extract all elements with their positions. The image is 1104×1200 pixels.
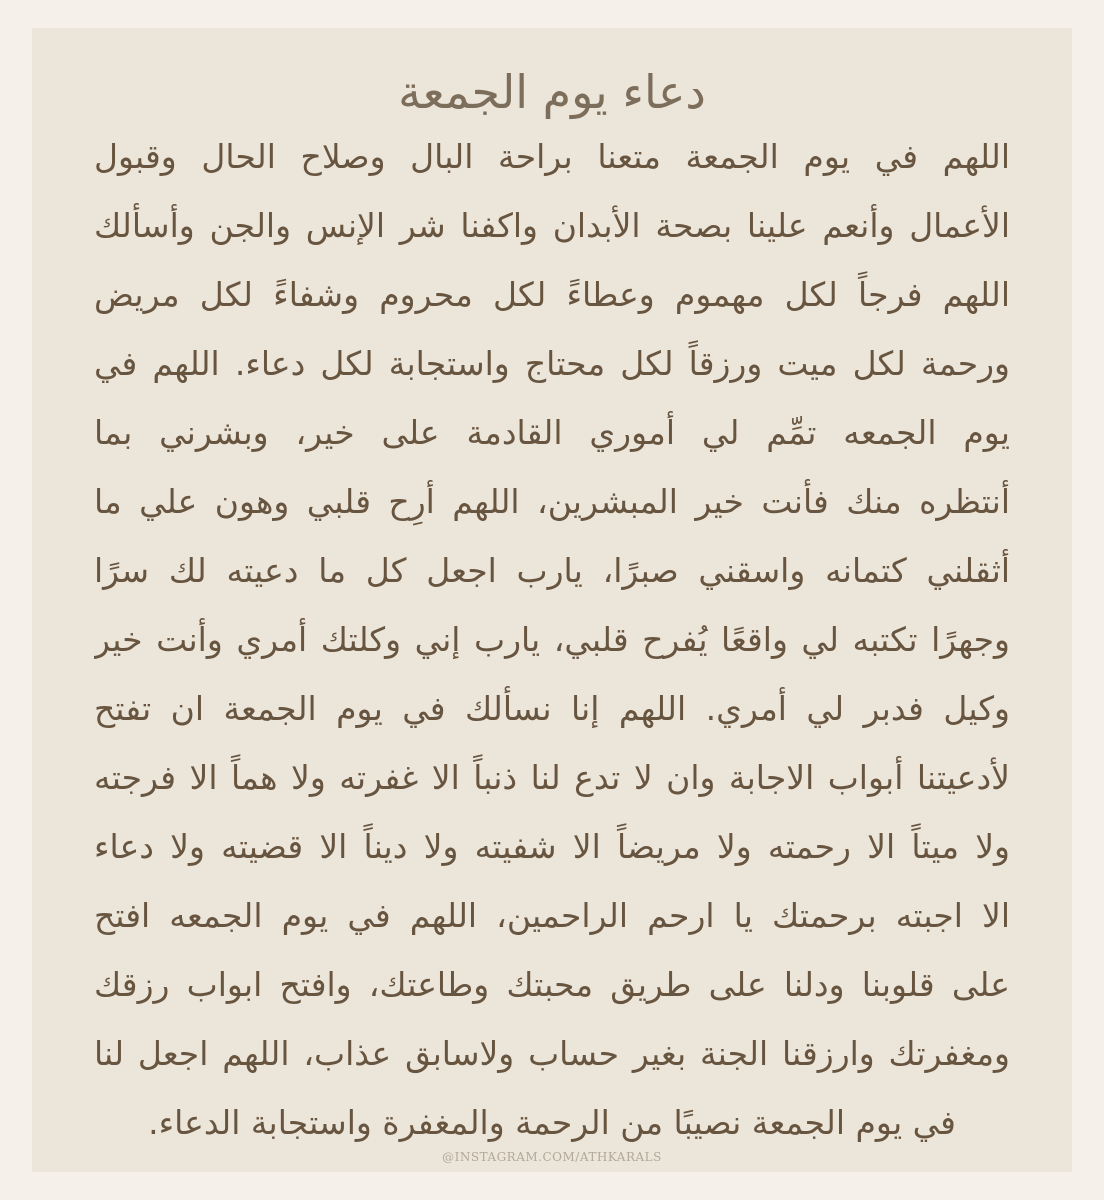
page-title: دعاء يوم الجمعة: [398, 65, 706, 119]
source-credit: @INSTAGRAM.COM/ATHKARALS: [442, 1150, 662, 1164]
text-line-last: في يوم الجمعة نصيبًا من الرحمة والمغفرة واستجابة الدعاء.: [148, 1103, 956, 1142]
text-line: على قلوبنا ودلنا على طريق محبتك وطاعتك، وافتح ابواب رزقك: [94, 965, 1010, 1004]
text-line: يوم الجمعه تمِّم لي أموري القادمة على خير، وبشرني بما: [94, 413, 1010, 452]
text-line: ولا ميتاً الا رحمته ولا مريضاً الا شفيته ولا ديناً الا قضيته ولا دعاء: [94, 827, 1010, 866]
prayer-card: [32, 28, 1072, 1172]
prayer-text: [94, 122, 1010, 1157]
text-line: ورحمة لكل ميت ورزقاً لكل محتاج واستجابة لكل دعاء. اللهم في: [94, 344, 1010, 383]
text-line: لأدعيتنا أبواب الاجابة وان لا تدع لنا ذنباً الا غفرته ولا هماً الا فرجته: [94, 758, 1010, 797]
text-line: أثقلني كتمانه واسقني صبرًا، يارب اجعل كل ما دعيته لك سرًا: [94, 551, 1010, 590]
text-line: وكيل فدبر لي أمري. اللهم إنا نسألك في يوم الجمعة ان تفتح: [94, 689, 1010, 728]
text-line: الا اجبته برحمتك يا ارحم الراحمين، اللهم في يوم الجمعه افتح: [94, 896, 1010, 935]
text-line: الأعمال وأنعم علينا بصحة الأبدان واكفنا شر الإنس والجن وأسألك: [94, 206, 1010, 245]
text-line: أنتظره منك فأنت خير المبشرين، اللهم أرِح قلبي وهون علي ما: [94, 482, 1010, 521]
text-line: اللهم في يوم الجمعة متعنا براحة البال وصلاح الحال وقبول: [94, 137, 1010, 176]
text-line: اللهم فرجاً لكل مهموم وعطاءً لكل محروم وشفاءً لكل مريض: [94, 275, 1010, 314]
text-line: ومغفرتك وارزقنا الجنة بغير حساب ولاسابق عذاب، اللهم اجعل لنا: [94, 1034, 1010, 1073]
text-line: وجهرًا تكتبه لي واقعًا يُفرح قلبي، يارب إني وكلتك أمري وأنت خير: [94, 620, 1010, 659]
